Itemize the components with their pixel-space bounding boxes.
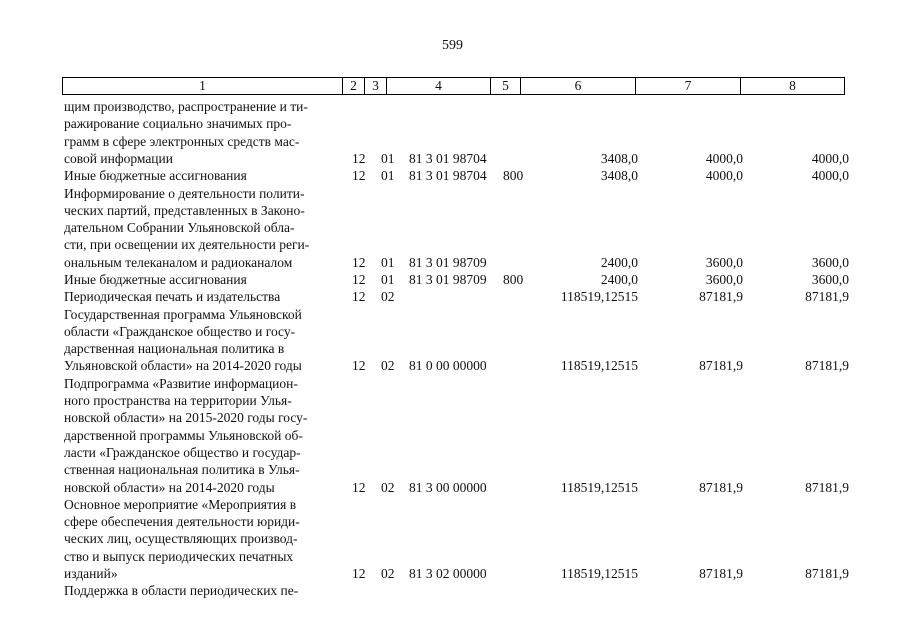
amount-col8: 87181,9 bbox=[805, 358, 849, 374]
column-header: 5 bbox=[491, 78, 521, 95]
amount-col7: 3600,0 bbox=[705, 272, 743, 287]
amount-col8: 3600,0 bbox=[811, 254, 849, 270]
description-line: ражирование социально значимых про- bbox=[64, 116, 292, 132]
section-code: 12 bbox=[352, 150, 366, 166]
row-description bbox=[64, 496, 344, 582]
target-article-code: 81 3 01 98709 bbox=[409, 272, 487, 287]
description-line: сфере обеспечения деятельности юриди- bbox=[64, 514, 300, 530]
section-code: 12 bbox=[352, 566, 366, 582]
amount-col8: 87181,9 bbox=[805, 479, 849, 495]
description-line: совой информации bbox=[64, 150, 173, 166]
description-line: изданий» bbox=[64, 566, 118, 582]
row-description bbox=[64, 271, 344, 288]
target-article-code: 81 3 01 98709 bbox=[409, 254, 487, 270]
column-header: 4 bbox=[387, 78, 491, 95]
column-header: 6 bbox=[521, 78, 636, 95]
description-line: ческих лиц, осуществляющих производ- bbox=[64, 531, 298, 547]
description-line: сти, при освещении их деятельности реги- bbox=[64, 237, 310, 253]
description-line: дарственная национальная политика в bbox=[64, 341, 285, 357]
amount-col7: 87181,9 bbox=[699, 479, 743, 495]
amount-col6: 2400,0 bbox=[600, 254, 638, 270]
amount-col6: 118519,12515 bbox=[560, 358, 638, 374]
row-description bbox=[64, 167, 344, 184]
description-line: ональным телеканалом и радиоканалом bbox=[64, 254, 293, 270]
amount-col7: 4000,0 bbox=[705, 150, 743, 166]
section-code: 12 bbox=[352, 168, 366, 184]
description-line: ческих партий, представленных в Законо- bbox=[64, 202, 305, 218]
description-line: щим производство, распространение и ти- bbox=[64, 99, 308, 114]
target-article-code: 81 3 01 98704 bbox=[409, 150, 487, 166]
description-line: новской области» на 2015-2020 годы госу- bbox=[64, 410, 308, 426]
expense-type-code: 800 bbox=[503, 168, 524, 184]
description-line: Основное мероприятие «Мероприятия в bbox=[64, 496, 297, 512]
column-header: 8 bbox=[741, 78, 845, 95]
target-article-code: 81 3 02 00000 bbox=[409, 566, 487, 582]
amount-col6: 118519,12515 bbox=[560, 479, 638, 495]
column-header: 3 bbox=[365, 78, 387, 95]
amount-col8: 87181,9 bbox=[805, 566, 849, 582]
description-line: Государственная программа Ульяновской bbox=[64, 306, 302, 322]
column-header: 7 bbox=[636, 78, 741, 95]
amount-col8: 3600,0 bbox=[811, 272, 849, 287]
section-code: 12 bbox=[352, 358, 366, 374]
description-line: Иные бюджетные ассигнования bbox=[64, 168, 247, 184]
row-description bbox=[64, 582, 344, 599]
amount-col7: 3600,0 bbox=[705, 254, 743, 270]
description-line: ственная национальная политика в Улья- bbox=[64, 462, 300, 478]
row-description bbox=[64, 185, 344, 271]
section-code: 12 bbox=[352, 479, 366, 495]
column-header-table bbox=[62, 77, 845, 95]
description-line: области «Гражданское общество и госу- bbox=[64, 323, 296, 339]
amount-col7: 4000,0 bbox=[705, 168, 743, 184]
description-line: ласти «Гражданское общество и государ- bbox=[64, 444, 301, 460]
amount-col7: 87181,9 bbox=[699, 358, 743, 374]
subsection-code: 01 bbox=[381, 272, 395, 287]
column-header: 2 bbox=[343, 78, 365, 95]
target-article-code: 81 3 01 98704 bbox=[409, 168, 487, 184]
description-line: Периодическая печать и издательства bbox=[64, 289, 281, 305]
description-line: Поддержка в области периодических пе- bbox=[64, 583, 299, 599]
amount-col6: 2400,0 bbox=[600, 272, 638, 287]
target-article-code: 81 0 00 00000 bbox=[409, 358, 487, 374]
target-article-code: 81 3 00 00000 bbox=[409, 479, 487, 495]
subsection-code: 02 bbox=[381, 479, 395, 495]
description-line: Информирование о деятельности полити- bbox=[64, 185, 305, 201]
amount-col6: 118519,12515 bbox=[560, 566, 638, 582]
subsection-code: 02 bbox=[381, 289, 395, 305]
amount-col6: 3408,0 bbox=[600, 168, 638, 184]
subsection-code: 01 bbox=[381, 168, 395, 184]
description-line: грамм в сфере электронных средств мас- bbox=[64, 133, 300, 149]
row-description bbox=[64, 288, 344, 305]
amount-col6: 118519,12515 bbox=[560, 289, 638, 305]
subsection-code: 02 bbox=[381, 358, 395, 374]
description-line: дарственной программы Ульяновской об- bbox=[64, 427, 303, 443]
subsection-code: 01 bbox=[381, 254, 395, 270]
description-line: дательном Собрании Ульяновской обла- bbox=[64, 220, 295, 236]
amount-col7: 87181,9 bbox=[699, 289, 743, 305]
amount-col6: 3408,0 bbox=[600, 150, 638, 166]
description-line: ного пространства на территории Улья- bbox=[64, 393, 292, 409]
description-line: Ульяновской области» на 2014-2020 годы bbox=[64, 358, 302, 374]
section-code: 12 bbox=[352, 272, 366, 287]
description-line: новской области» на 2014-2020 годы bbox=[64, 479, 275, 495]
row-description bbox=[64, 375, 344, 496]
section-code: 12 bbox=[352, 289, 366, 305]
amount-col8: 4000,0 bbox=[811, 150, 849, 166]
expense-type-code: 800 bbox=[503, 272, 524, 287]
amount-col7: 87181,9 bbox=[699, 566, 743, 582]
amount-col8: 87181,9 bbox=[805, 289, 849, 305]
row-description bbox=[64, 306, 344, 375]
amount-col8: 4000,0 bbox=[811, 168, 849, 184]
subsection-code: 01 bbox=[381, 150, 395, 166]
column-header: 1 bbox=[63, 78, 343, 95]
subsection-code: 02 bbox=[381, 566, 395, 582]
page-number: 599 bbox=[442, 38, 463, 53]
description-line: ство и выпуск периодических печатных bbox=[64, 548, 294, 564]
description-line: Иные бюджетные ассигнования bbox=[64, 272, 247, 287]
row-description bbox=[64, 98, 344, 167]
description-line: Подпрограмма «Развитие информацион- bbox=[64, 375, 298, 391]
section-code: 12 bbox=[352, 254, 366, 270]
